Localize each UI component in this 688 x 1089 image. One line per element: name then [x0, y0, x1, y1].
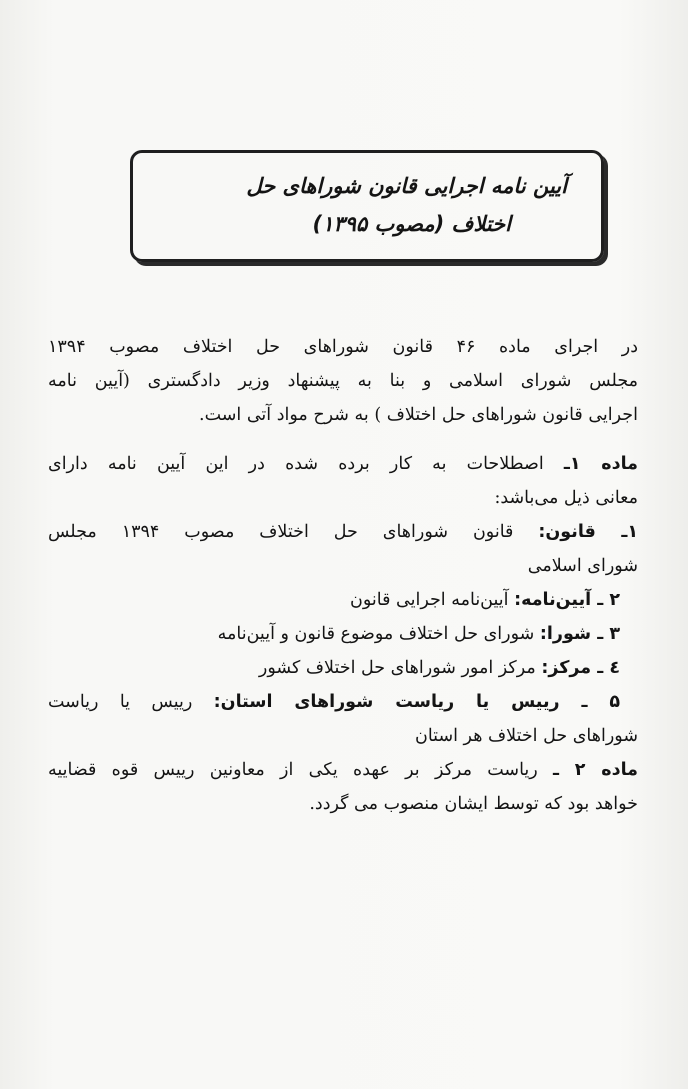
definition-4-label: ٤ ـ مرکز: [541, 658, 620, 678]
article-1-line-1 [48, 447, 638, 481]
definition-5-label: ۵ ـ رییس یا ریاست شوراهای استان: [213, 692, 620, 712]
article-2-line-1 [48, 753, 638, 787]
definition-4 [48, 651, 638, 685]
definition-5-text: رییس یا ریاست [48, 692, 214, 712]
title-box [130, 150, 604, 262]
intro-line-1: در اجرای ماده ۴۶ قانون شوراهای حل اختلاف مصوب ۱۳۹۴ [48, 337, 638, 357]
intro-line-2: مجلس شورای اسلامی و بنا به پیشنهاد وزیر دادگستری (آیین نامه [48, 371, 638, 391]
article-2-line-2: خواهد بود که توسط ایشان منصوب می گردد. [309, 794, 638, 814]
document-body [48, 330, 638, 821]
definition-3 [48, 617, 638, 651]
definition-4-text: مرکز امور شوراهای حل اختلاف کشور [258, 658, 542, 678]
definition-1-label: ۱ـ قانون: [538, 522, 638, 542]
article-1-line-2: معانی ذیل می‌باشد: [494, 488, 638, 508]
definition-2-label: ۲ ـ آیین‌نامه: [514, 590, 620, 610]
paragraph-gap [48, 432, 638, 447]
definition-3-text: شورای حل اختلاف موضوع قانون و آیین‌نامه [217, 624, 540, 644]
definition-2-text: آیین‌نامه اجرایی قانون [349, 590, 515, 610]
title-line-2: اختلاف (مصوب ۱۳۹۵) [312, 212, 511, 236]
definition-1-line-1 [48, 515, 638, 549]
article-1-text: اصطلاحات به کار برده شده در این آیین نامه دارای [48, 454, 564, 474]
intro-line-3: اجرایی قانون شوراهای حل اختلاف ) به شرح مواد آتی است. [199, 405, 638, 425]
definition-1-line-2: شورای اسلامی [527, 556, 638, 576]
definition-3-label: ۳ ـ شورا: [539, 624, 620, 644]
definition-2 [48, 583, 638, 617]
article-2-label: ماده ۲ ـ [553, 760, 639, 780]
definition-5-line-1 [48, 685, 638, 719]
title-line-1: آیین نامه اجرایی قانون شوراهای حل [246, 174, 567, 198]
article-1-label: ماده ۱ـ [563, 454, 639, 474]
definition-5-line-2: شوراهای حل اختلاف هر استان [414, 726, 638, 746]
article-2-text: ریاست مرکز بر عهده یکی از معاونین رییس قوه قضاییه [48, 760, 554, 780]
definition-1-text: قانون شوراهای حل اختلاف مصوب ۱۳۹۴ مجلس [48, 522, 539, 542]
